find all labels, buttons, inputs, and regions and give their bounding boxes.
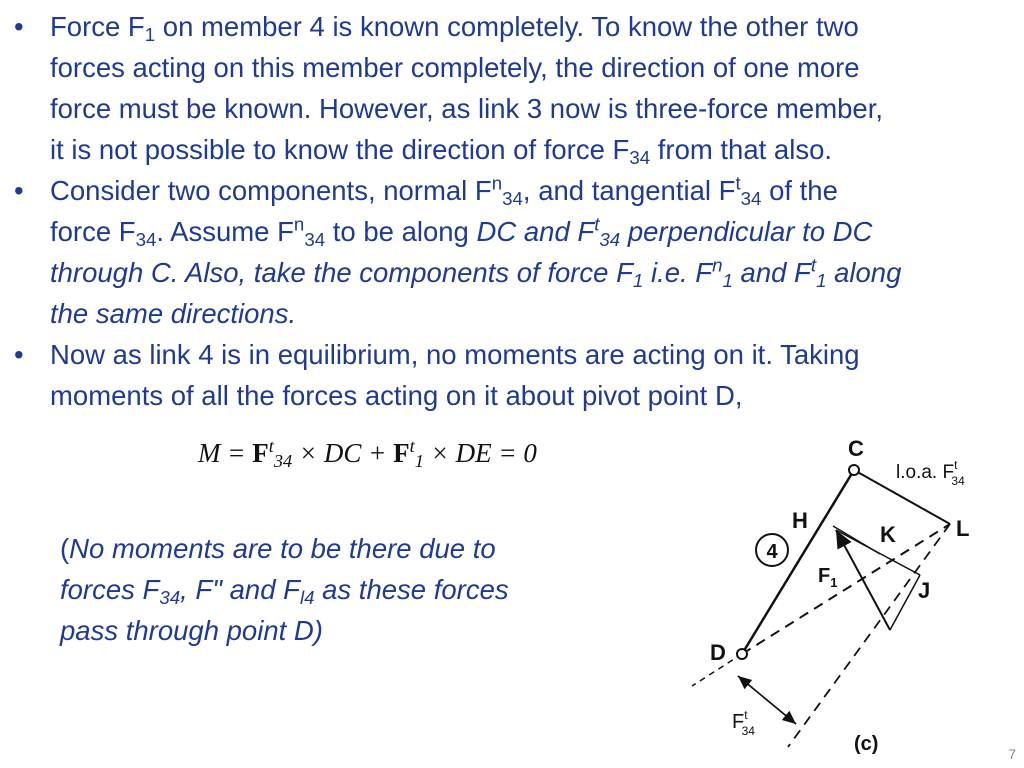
text-line: Consider two components, normal $F^n_{34}$, and tangential $F^t_{34}$ of the bbox=[50, 172, 838, 210]
bullet-list bbox=[12, 6, 1012, 416]
text-line: force must be known. However, as link 3 now is three-force member, bbox=[50, 93, 883, 124]
note-line: (No moments are to be there due to bbox=[60, 533, 496, 564]
bullet-item-1 bbox=[12, 6, 1012, 170]
text-line: moments of all the forces acting on it about pivot point D, bbox=[50, 380, 743, 411]
pivot-c bbox=[849, 465, 859, 475]
label-j: J bbox=[918, 578, 931, 603]
line-j bbox=[890, 575, 920, 630]
text-line: through C. Also, take the components of force $F_1$ i.e. $F^n_1$ and $F^t_1$ along bbox=[50, 254, 902, 292]
bullet-dot: • bbox=[14, 175, 24, 206]
link-force-diagram bbox=[688, 432, 1008, 762]
page-number: 7 bbox=[1008, 746, 1016, 762]
moment-equation: $M = F^t_{34}$ × DC + $F^t_1$ × DE = 0 bbox=[198, 435, 537, 472]
text-line: Now as link 4 is in equilibrium, no moments are acting on it. Taking bbox=[50, 339, 860, 370]
label-l: L bbox=[956, 516, 970, 541]
text-line: the same directions. bbox=[50, 298, 297, 329]
note-line: pass through point D) bbox=[60, 615, 323, 646]
text-line: Force $F_1$ on member 4 is known completely. To know the other two bbox=[50, 11, 859, 46]
caption: (c) bbox=[854, 733, 879, 755]
bullet-dot: • bbox=[14, 11, 24, 42]
text-line: force $F_{34}$. Assume $F^n_{34}$ to be along DC and $F^t_{34}$ perpendicular to DC bbox=[50, 213, 873, 251]
label-k: K bbox=[880, 522, 896, 547]
bullet-dot: • bbox=[14, 339, 24, 370]
label-d: D bbox=[710, 640, 726, 665]
note-line: forces $F_{34}$, F" and $F_{l4}$ as these forces bbox=[60, 574, 509, 609]
bullet-item-3 bbox=[12, 334, 1012, 416]
text-line: forces acting on this member completely, the direction of one more bbox=[50, 52, 860, 83]
pivot-d bbox=[737, 649, 747, 659]
text-line: it is not possible to know the direction of force $F_{34}$ from that also. bbox=[50, 134, 833, 169]
label-ft34: $F^t$ 34 bbox=[732, 708, 755, 738]
link-dc bbox=[742, 470, 854, 654]
label-loa: l.o.a. $F^t$ 34 bbox=[896, 458, 965, 488]
label-c: C bbox=[848, 436, 864, 461]
dashed-j bbox=[788, 524, 950, 747]
label-h: H bbox=[792, 508, 808, 533]
label-f1: $F_1$ bbox=[818, 565, 838, 590]
bullet-item-2 bbox=[12, 170, 1012, 334]
member-4-label: 4 bbox=[766, 541, 778, 563]
note-text bbox=[60, 528, 580, 651]
